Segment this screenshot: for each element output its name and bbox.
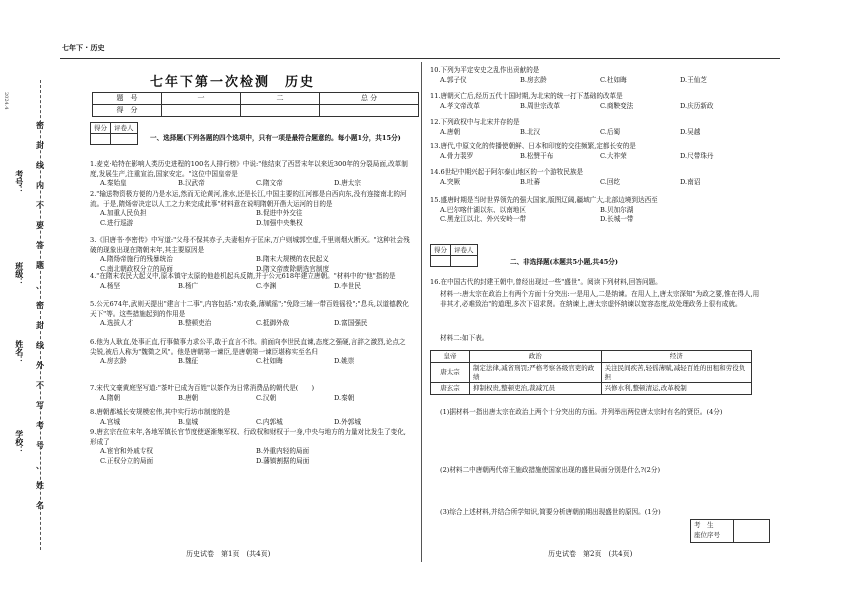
- header-rule: [60, 58, 780, 59]
- option[interactable]: C.黑龙江以北、外兴安岭一带: [440, 215, 527, 224]
- section2-title: 二、非选择题(本题共5小题,共45分): [510, 258, 619, 266]
- grader-box-2: [430, 244, 478, 267]
- question: [430, 168, 760, 187]
- footer-left: 历史试卷 第1页 (共4页): [186, 550, 271, 558]
- page-divider: [421, 62, 422, 562]
- binding-mark: 姓: [36, 480, 44, 490]
- table-cell: 关注民间疾苦,轻徭薄赋,减轻百姓的田租和劳役负担: [601, 362, 751, 383]
- seat-divider: [733, 520, 734, 542]
- option[interactable]: D.南诏: [680, 177, 701, 186]
- question-stem: 3.《旧唐书·李密传》中写道:"父母不保其赤子,夫妻相弃于匡床,万户则城郭空虚,千里则烟火断灭。"这种社会残破的现象出现在隋朝末年,其主要原因是: [90, 236, 410, 254]
- binding-mark: 线: [36, 160, 44, 170]
- table-cell: 制定法律,减省刑罚;严格考察各级官吏的政绩: [470, 362, 602, 383]
- option[interactable]: B.吐蕃: [520, 177, 541, 186]
- option[interactable]: D.富国强民: [334, 319, 368, 328]
- option[interactable]: A.宦官和外戚专权: [100, 447, 154, 456]
- option[interactable]: C.进行巡游: [100, 218, 134, 227]
- option[interactable]: D.唐太宗: [334, 179, 361, 188]
- option[interactable]: A.宫城: [100, 417, 121, 426]
- q16-sub2: (2)材料二中唐朝两代帝王施政措施使国家出现的盛世局面分别是什么?(2分): [440, 466, 661, 474]
- option[interactable]: A.隋朝: [100, 393, 121, 402]
- question-stem: 9.唐玄宗在位末年,各地军镇长官节度使逐渐集军权、行政权和财权于一身,中央与地方的力量对比发生了变化,形成了: [90, 428, 406, 446]
- binding-mark: 要: [36, 220, 44, 230]
- option[interactable]: D.隋文帝废除朝选官制度: [256, 264, 330, 273]
- binding-mark: 名: [36, 500, 44, 510]
- question-stem: 2."输送物资极方便的乃是水运,然而无论黄河,淮水,还是长江,中国主要的江河都是自西向东,没有连接南北的河流。于是,隋炀帝决定以人工之力来完成此事"材料意在说明隋朝开凿大运河的目的是: [90, 190, 407, 208]
- grader-cell[interactable]: [451, 256, 478, 267]
- score-cell[interactable]: [320, 105, 419, 117]
- binding-mark: 密: [36, 120, 44, 130]
- question-stem: 11.唐朝灭亡后,经历五代十国时期,为北宋的统一打下基础的改革是: [430, 92, 623, 100]
- option[interactable]: C.隋文帝: [256, 179, 283, 188]
- option[interactable]: B.汉武帝: [178, 179, 205, 188]
- score-header-cell: 题 号: [93, 93, 162, 105]
- option-list: [430, 152, 760, 162]
- binding-mark: 答: [36, 240, 44, 250]
- option-list: [430, 128, 760, 138]
- question: [90, 190, 412, 228]
- option[interactable]: C.杜如晦: [600, 75, 627, 84]
- q16-sub3: (3)综合上述材料,并结合所学知识,简要分析唐朝前期出现盛世的原因。(1分): [440, 508, 661, 516]
- q16-material2: 材料二:如下表。: [440, 334, 489, 342]
- question-stem: 13.唐代,中原文化的传播使朝鲜、日本和印度的交往频繁,定都长安的是: [430, 142, 636, 150]
- binding-label: 学校：: [14, 430, 25, 454]
- question: [430, 66, 760, 85]
- binding-mark: 线: [36, 340, 44, 350]
- option[interactable]: B.杨广: [178, 281, 199, 290]
- grader-label: 评卷人: [111, 123, 138, 134]
- question-stem: 10.下列为平定安史之乱作出贡献的是: [430, 66, 540, 74]
- option[interactable]: B.隋末大规模的农民起义: [256, 255, 329, 264]
- grader-score-cell[interactable]: [91, 134, 111, 145]
- binding-mark: 考: [36, 420, 44, 430]
- option-list: [90, 282, 412, 292]
- table-header: 皇帝: [431, 351, 470, 363]
- question: [90, 428, 412, 466]
- binding-mark: 题: [36, 260, 44, 270]
- option[interactable]: C.商鞅变法: [600, 101, 634, 110]
- binding-mark: 外: [36, 360, 44, 370]
- seat-label-2: 座位序号: [694, 531, 720, 539]
- question: [430, 196, 760, 225]
- question-stem: 12.下列政权中与北宋并存的是: [430, 118, 520, 126]
- option[interactable]: A.选拔人才: [100, 319, 134, 328]
- option[interactable]: A.郭子仪: [440, 75, 467, 84]
- grader-score-label: 得分: [431, 245, 451, 256]
- q16-sub1: (1)据材料一指出唐太宗在政治上两个十分突出的方面。并列举出两位唐太宗时有名的贤臣。(4分): [440, 408, 723, 416]
- option[interactable]: B.魏征: [178, 357, 199, 366]
- question: [90, 272, 412, 291]
- q16-table: [430, 350, 752, 395]
- option[interactable]: A.突厥: [440, 177, 461, 186]
- option-list: [430, 76, 760, 86]
- binding-mark: 密: [36, 300, 44, 310]
- option[interactable]: D.吴越: [680, 127, 701, 136]
- option[interactable]: D.外郭城: [334, 417, 361, 426]
- option[interactable]: A.加重人民负担: [100, 209, 147, 218]
- footer-right: 历史试卷 第2页 (共4页): [548, 550, 633, 558]
- binding-mark: 不: [36, 200, 44, 210]
- option[interactable]: B.周世宗改革: [520, 101, 560, 110]
- question-stem: 7.宋代文豪黄庭坚写道:"茶叶已成为百姓"以茶作为日常消费品的朝代是( ): [90, 384, 315, 392]
- option[interactable]: C.回纥: [600, 177, 621, 186]
- score-header-cell: 一: [162, 93, 241, 105]
- score-cell[interactable]: [241, 105, 320, 117]
- page-title: 七年下第一次检测 历史: [150, 75, 316, 90]
- option[interactable]: D.尺带珠丹: [680, 151, 714, 160]
- option[interactable]: B.北汉: [520, 127, 541, 136]
- question-stem: 15.盛唐时期是当时世界领先的强大国家,版图辽阔,疆域广大,北部边境到达西至: [430, 196, 658, 204]
- binding-mark: 不: [36, 380, 44, 390]
- grader-score-label: 得分: [91, 123, 111, 134]
- option-list: [90, 357, 412, 367]
- running-header: 七年下 · 历史: [62, 44, 105, 52]
- option[interactable]: B.整顿吏治: [178, 319, 212, 328]
- option[interactable]: A.巴尔喀什湖以东、以南地区: [440, 205, 526, 214]
- binding-line: [40, 80, 41, 550]
- option[interactable]: B.唐朝: [178, 393, 199, 402]
- option[interactable]: C.汉朝: [256, 393, 277, 402]
- option[interactable]: B.外重内轻的局面: [256, 447, 310, 456]
- binding-mark: 封: [36, 140, 44, 150]
- option[interactable]: D.李世民: [334, 281, 361, 290]
- question: [90, 338, 412, 367]
- binding-mark: 、: [36, 280, 44, 290]
- option[interactable]: A.孝文帝改革: [440, 101, 480, 110]
- option[interactable]: C.后蜀: [600, 127, 621, 136]
- option[interactable]: C.南北朝政权分立的局面: [100, 264, 173, 273]
- grader-score-cell[interactable]: [431, 256, 451, 267]
- question: [90, 384, 412, 403]
- option[interactable]: D.王仙芝: [680, 75, 707, 84]
- option-list: [430, 178, 760, 188]
- option[interactable]: D.姚崇: [334, 357, 355, 366]
- score-cell[interactable]: [162, 105, 241, 117]
- seat-number-box: [690, 519, 770, 543]
- option[interactable]: A.杨坚: [100, 281, 121, 290]
- question: [90, 160, 412, 189]
- option-list: [90, 418, 412, 428]
- grader-label: 评卷人: [451, 245, 478, 256]
- question: [90, 300, 412, 329]
- option[interactable]: C.李渊: [256, 281, 277, 290]
- option[interactable]: D.加强中央集权: [256, 218, 303, 227]
- option[interactable]: D.庆历新政: [680, 101, 714, 110]
- binding-mark: 写: [36, 400, 44, 410]
- option[interactable]: D.秦朝: [334, 393, 355, 402]
- table-cell: 兴修水利,整顿清运,改革税制: [601, 383, 751, 395]
- binding-label: 考号：: [14, 170, 25, 194]
- question-stem: 6.他为人耿直,处事正直,行事做事力求公平,敢于直言不讳。前面向李世民直谏,态度之强硬,言辞之激烈,论点之尖锐,被后人称为"魏徵之风"。他是唐朝第一谏臣,是唐朝第一谏臣堪称实至名归: [90, 338, 406, 356]
- option-list: [90, 319, 412, 329]
- question: [430, 118, 760, 137]
- section1-title: 一、选择题(下列各题的四个选项中，只有一项是最符合题意的。每小题1分，共15分): [150, 134, 401, 142]
- question-stem: 8.唐朝都城长安规模宏伟,其中实行坊市制度的是: [90, 408, 231, 416]
- score-header-cell: 总 分: [320, 93, 419, 105]
- option[interactable]: B.松赞干布: [520, 151, 554, 160]
- question: [90, 236, 412, 274]
- option-list: [90, 209, 412, 228]
- question: [430, 92, 760, 111]
- question-stem: 5.公元674年,武则天提出"建言十二事",内容包括:"劝农桑,薄赋徭";"免除三辅一带百姓徭役";"息兵,以道德教化天下"等。这些措施起到的作用是: [90, 300, 409, 318]
- option-list: [90, 179, 412, 189]
- option[interactable]: C.内郭城: [256, 417, 283, 426]
- grader-box: [90, 122, 138, 145]
- table-header: 经济: [601, 351, 751, 363]
- option[interactable]: A.隋炀帝施行的残暴统治: [100, 255, 173, 264]
- option-list: [90, 394, 412, 404]
- option[interactable]: A.骨力裴罗: [440, 151, 474, 160]
- q16-stem: 16.在中国古代的封建王朝中,曾经出现过一些"盛世"。阅读下列材料,回答问题。: [430, 278, 662, 286]
- option-list: [90, 447, 412, 466]
- option[interactable]: C.正权分立的局面: [100, 456, 154, 465]
- question: [430, 142, 760, 161]
- table-cell: 唐玄宗: [431, 383, 470, 395]
- option[interactable]: C.大祚荣: [600, 151, 627, 160]
- option-list: [430, 102, 760, 112]
- question-stem: 4."在隋末农民大起义中,原本镇守太原的他趁机起兵反隋,并于公元618年建立唐朝。"材料中的"他"指的是: [90, 272, 396, 280]
- side-code: 2024.4: [2, 92, 9, 110]
- grader-cell[interactable]: [111, 134, 138, 145]
- score-table: [92, 92, 419, 117]
- score-row-label: 得 分: [93, 105, 162, 117]
- option[interactable]: B.促进中外交往: [256, 209, 303, 218]
- q16-material1: 材料一:唐太宗在政治上有两个方面十分突出:一是用人,二是纳谏。在用人上,唐太宗深知"为政之要,惟在得人,用非其才,必难致治"的道理,多次下诏求贤。在纳谏上,唐太宗虚怀纳谏以宽容态度,故处理政务上很有成就。: [440, 290, 760, 308]
- option[interactable]: C.抵御外敌: [256, 319, 290, 328]
- binding-label: 班级：: [14, 262, 25, 286]
- question: [90, 408, 412, 427]
- table-header: 政治: [470, 351, 602, 363]
- option[interactable]: C.杜如晦: [256, 357, 283, 366]
- question-stem: 14.6世纪中期兴起于阿尔泰山地区的一个游牧民族是: [430, 168, 584, 176]
- option[interactable]: A.唐朝: [440, 127, 461, 136]
- option[interactable]: B.房玄龄: [520, 75, 547, 84]
- binding-mark: 、: [36, 460, 44, 470]
- binding-mark: 封: [36, 320, 44, 330]
- binding-mark: 内: [36, 180, 44, 190]
- binding-label: 姓名：: [14, 340, 25, 364]
- binding-mark: 号: [36, 440, 44, 450]
- table-cell: 唐太宗: [431, 362, 470, 383]
- option-list: [430, 206, 760, 225]
- option[interactable]: D.藩镇割据的局面: [256, 456, 310, 465]
- option[interactable]: A.秦始皇: [100, 179, 127, 188]
- option[interactable]: A.房玄龄: [100, 357, 127, 366]
- seat-label-1: 考 生: [694, 521, 714, 529]
- option[interactable]: D.长城一带: [600, 215, 634, 224]
- option[interactable]: B.贝加尔湖: [600, 205, 634, 214]
- question-stem: 1.麦克·哈特在影响人类历史进程的100名人排行榜》中说:"他结束了西晋末年以来近300年的分裂局面,改革制度,发展生产,注重宣治,国家安定。"这位中国皇帝是: [90, 160, 408, 178]
- option[interactable]: B.皇城: [178, 417, 199, 426]
- table-cell: 抑制权贵,整顿吏治,裁减冗员: [470, 383, 602, 395]
- score-header-cell: 二: [241, 93, 320, 105]
